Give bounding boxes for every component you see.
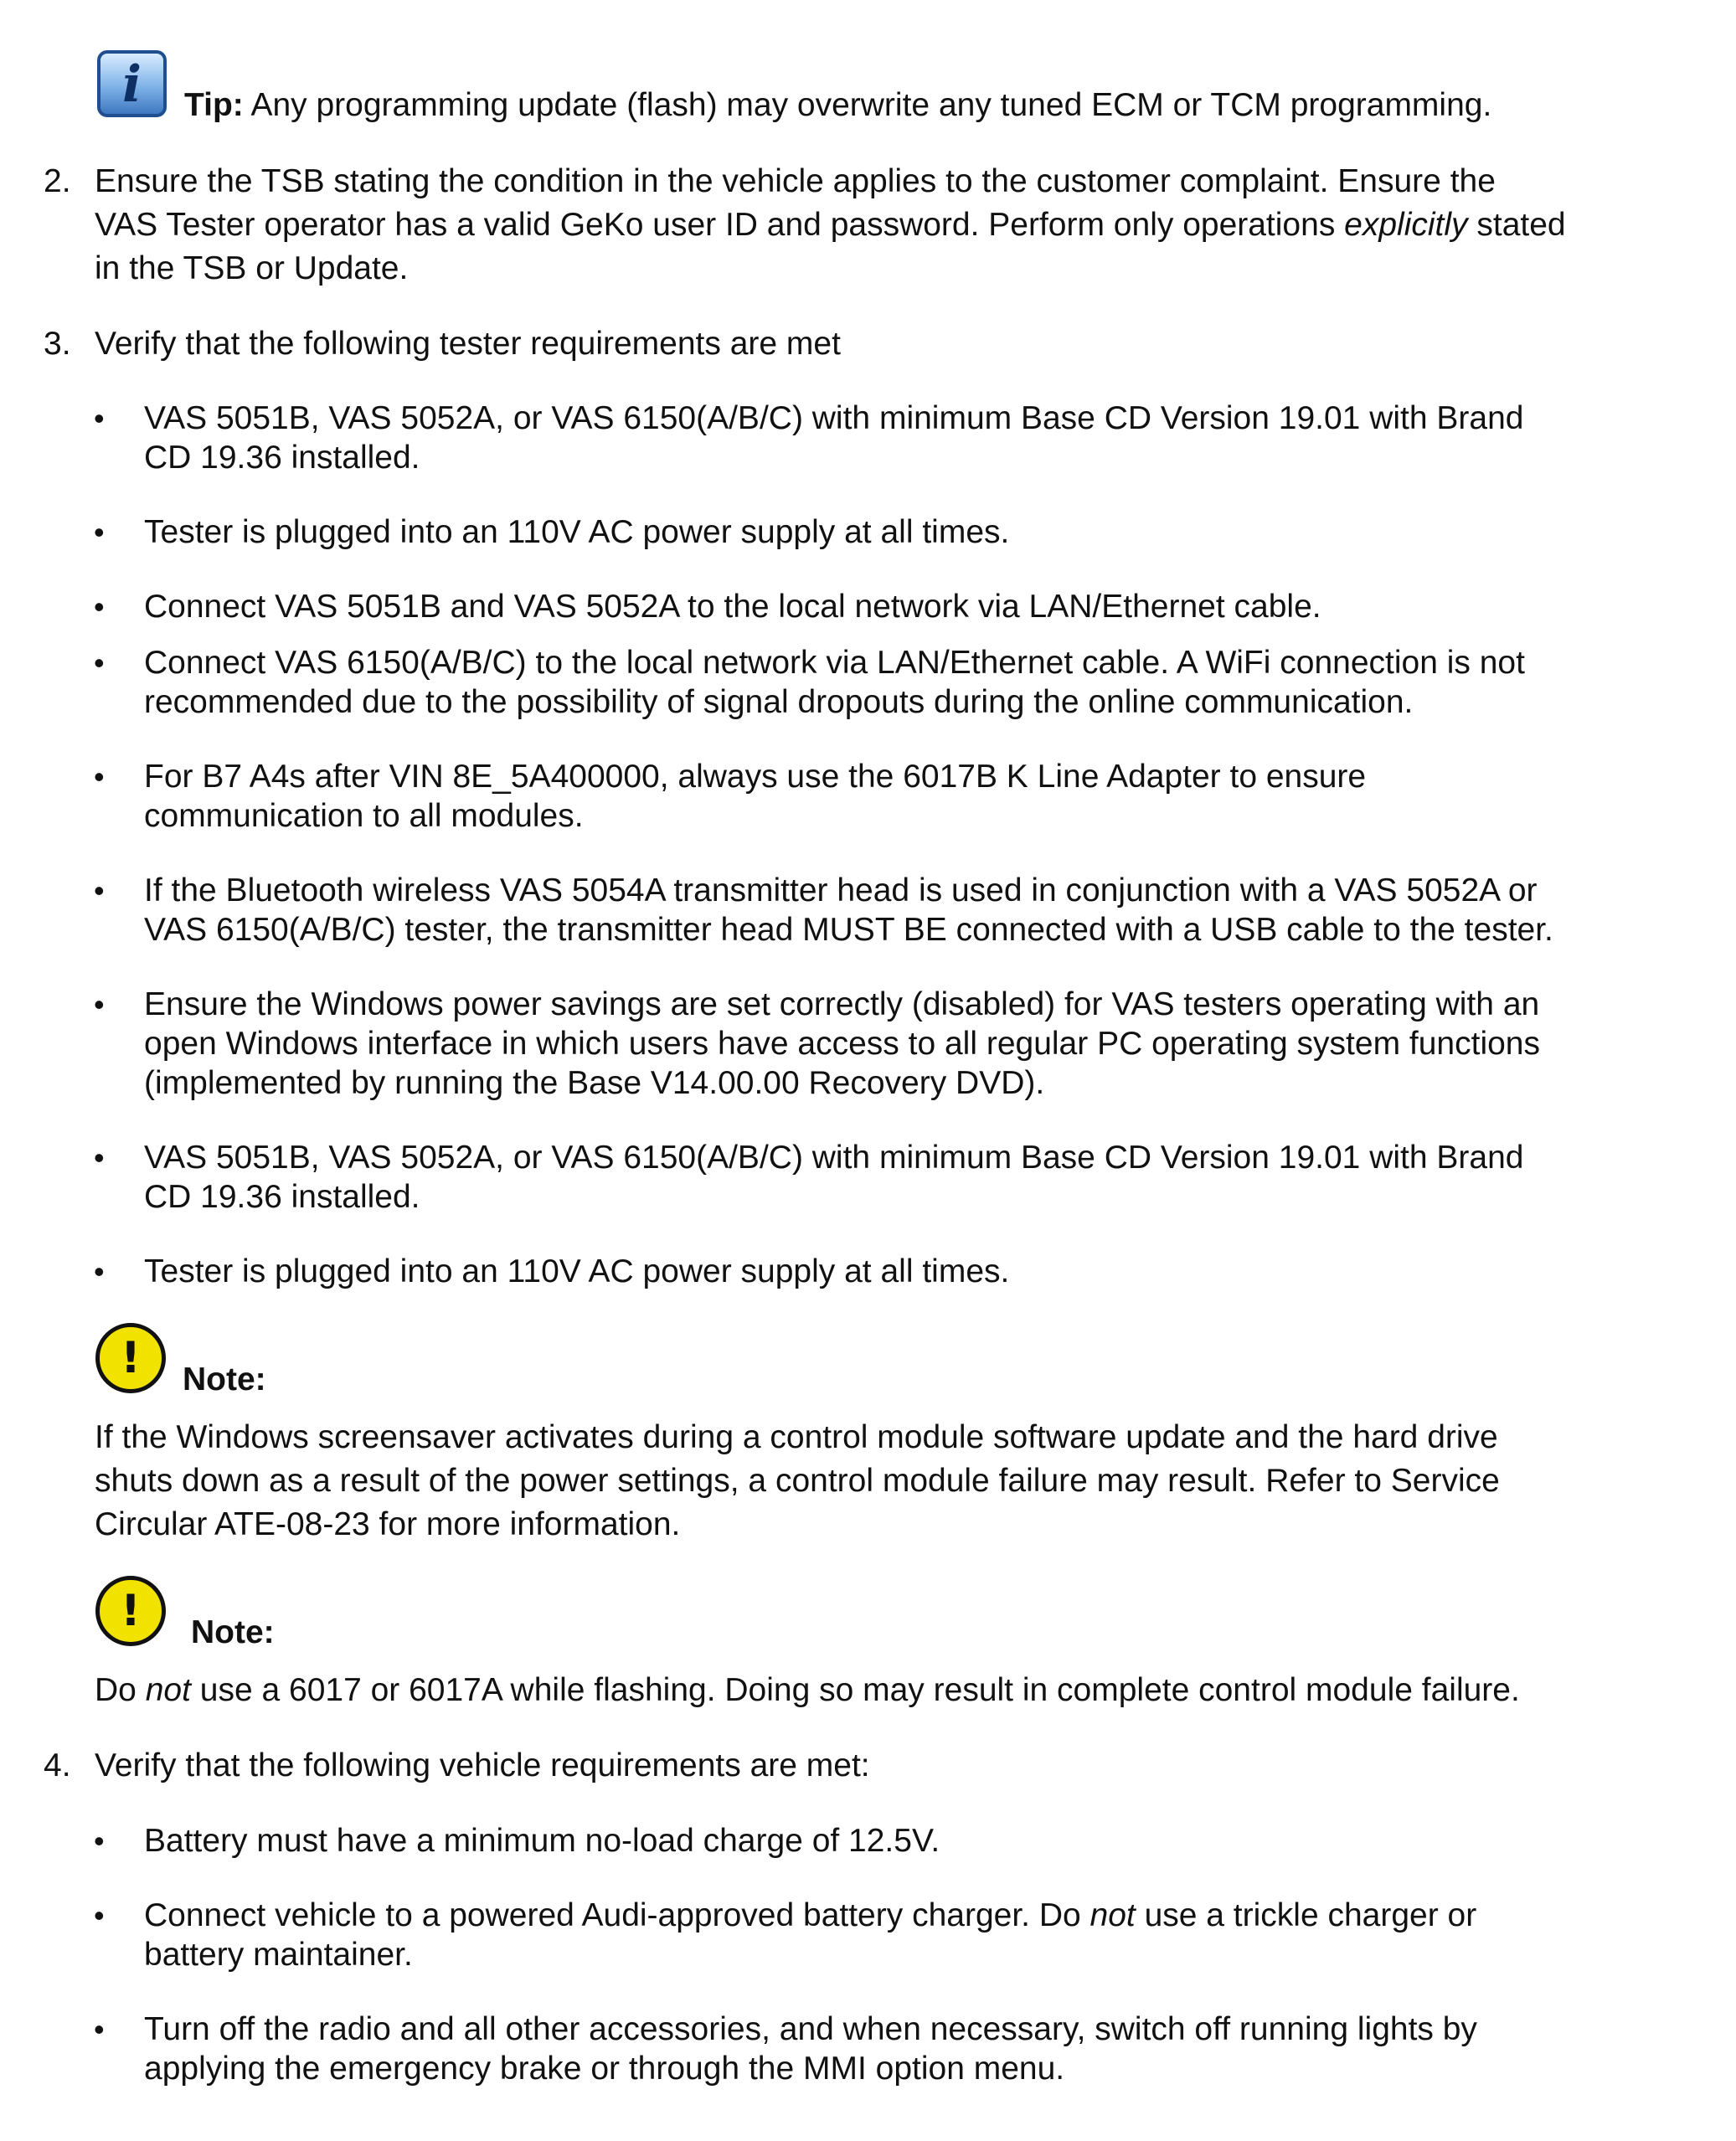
bullet: •: [94, 401, 105, 435]
bullet: •: [94, 515, 105, 549]
vehicle-req-2-after: use a trickle charger or: [1135, 1897, 1477, 1933]
warning-exclamation-icon: !: [95, 1576, 166, 1646]
bullet: •: [94, 1824, 105, 1858]
note-2-text: [95, 1670, 1520, 1711]
note-2-label: Note:: [191, 1614, 275, 1650]
vehicle-req-1: Battery must have a minimum no-load charge of 12.5V.: [144, 1823, 940, 1859]
tester-req-7-line2: open Windows interface in which users have access to all regular PC operating system functions: [144, 1026, 1540, 1062]
tester-req-1-line2: CD 19.36 installed.: [144, 440, 420, 476]
tester-req-1-line1: VAS 5051B, VAS 5052A, or VAS 6150(A/B/C) with minimum Base CD Version 19.01 with Brand: [144, 400, 1524, 436]
bullet: •: [94, 646, 105, 680]
bullet: •: [94, 1254, 105, 1289]
note-2-after: use a 6017 or 6017A while flashing. Doing so may result in complete control module failure.: [190, 1672, 1520, 1708]
tester-req-7-line3: (implemented by running the Base V14.00.00 Recovery DVD).: [144, 1065, 1045, 1101]
tip-label: Tip:: [184, 87, 244, 123]
step2-line3: in the TSB or Update.: [95, 250, 409, 286]
note-1-line3: Circular ATE-08-23 for more information.: [95, 1506, 681, 1542]
step-number-2: 2.: [44, 163, 71, 199]
tester-req-5-line2: communication to all modules.: [144, 798, 584, 834]
bullet: •: [94, 1140, 105, 1175]
step2-line2-before: VAS Tester operator has a valid GeKo user ID and password. Perform only operations: [95, 207, 1345, 243]
vehicle-req-2-before: Connect vehicle to a powered Audi-approved battery charger. Do: [144, 1897, 1090, 1933]
tester-req-8-line1: VAS 5051B, VAS 5052A, or VAS 6150(A/B/C) with minimum Base CD Version 19.01 with Brand: [144, 1140, 1524, 1176]
bullet: •: [94, 589, 105, 624]
tester-req-6-line1: If the Bluetooth wireless VAS 5054A transmitter head is used in conjunction with a VAS 5052A or: [144, 872, 1538, 908]
bullet: •: [94, 2012, 105, 2046]
tester-req-5-line1: For B7 A4s after VIN 8E_5A400000, always use the 6017B K Line Adapter to ensure: [144, 759, 1367, 795]
vehicle-req-3-line1: Turn off the radio and all other accessories, and when necessary, switch off running lights by: [144, 2011, 1477, 2047]
tester-req-4-line2: recommended due to the possibility of signal dropouts during the online communication.: [144, 684, 1414, 720]
tip-text: Any programming update (flash) may overwrite any tuned ECM or TCM programming.: [243, 87, 1492, 123]
tester-req-6-line2: VAS 6150(A/B/C) tester, the transmitter head MUST BE connected with a USB cable to the tester.: [144, 912, 1553, 948]
step-number-4: 4.: [44, 1747, 71, 1783]
note-2-before: Do: [95, 1672, 146, 1708]
tester-req-7-line1: Ensure the Windows power savings are set correctly (disabled) for VAS testers operating with an: [144, 986, 1540, 1022]
step3-text: Verify that the following tester requirements are met: [95, 326, 841, 362]
warning-exclamation-icon: !: [95, 1323, 166, 1393]
tester-req-9: Tester is plugged into an 110V AC power supply at all times.: [144, 1253, 1010, 1289]
note-2-emphasis: not: [145, 1672, 191, 1708]
vehicle-req-2-emphasis: not: [1090, 1897, 1136, 1933]
vehicle-req-2-line2: battery maintainer.: [144, 1937, 413, 1973]
note-1-label: Note:: [183, 1361, 266, 1397]
bullet: •: [94, 873, 105, 908]
bullet: •: [94, 987, 105, 1022]
note-1-line2: shuts down as a result of the power settings, a control module failure may result. Refer to Service: [95, 1463, 1500, 1499]
step2-line1: Ensure the TSB stating the condition in the vehicle applies to the customer complaint. Ensure the: [95, 163, 1496, 199]
info-icon: i: [97, 50, 167, 117]
vehicle-req-2-line1: [144, 1896, 1476, 1936]
bullet: •: [94, 1898, 105, 1933]
vehicle-req-3-line2: applying the emergency brake or through the MMI option menu.: [144, 2051, 1065, 2087]
bullet: •: [94, 759, 105, 794]
step-number-3: 3.: [44, 326, 71, 362]
step2-line2: [95, 205, 1566, 245]
step2-emphasis: explicitly: [1344, 207, 1468, 243]
tester-req-2: Tester is plugged into an 110V AC power supply at all times.: [144, 514, 1010, 550]
tester-req-4-line1: Connect VAS 6150(A/B/C) to the local network via LAN/Ethernet cable. A WiFi connection is not: [144, 645, 1525, 681]
tester-req-8-line2: CD 19.36 installed.: [144, 1179, 420, 1215]
step4-text: Verify that the following vehicle requirements are met:: [95, 1747, 870, 1783]
tip-line: [184, 85, 1491, 126]
step2-line2-after: stated: [1467, 207, 1566, 243]
note-1-line1: If the Windows screensaver activates during a control module software update and the hard drive: [95, 1419, 1498, 1455]
tester-req-3: Connect VAS 5051B and VAS 5052A to the local network via LAN/Ethernet cable.: [144, 589, 1321, 625]
